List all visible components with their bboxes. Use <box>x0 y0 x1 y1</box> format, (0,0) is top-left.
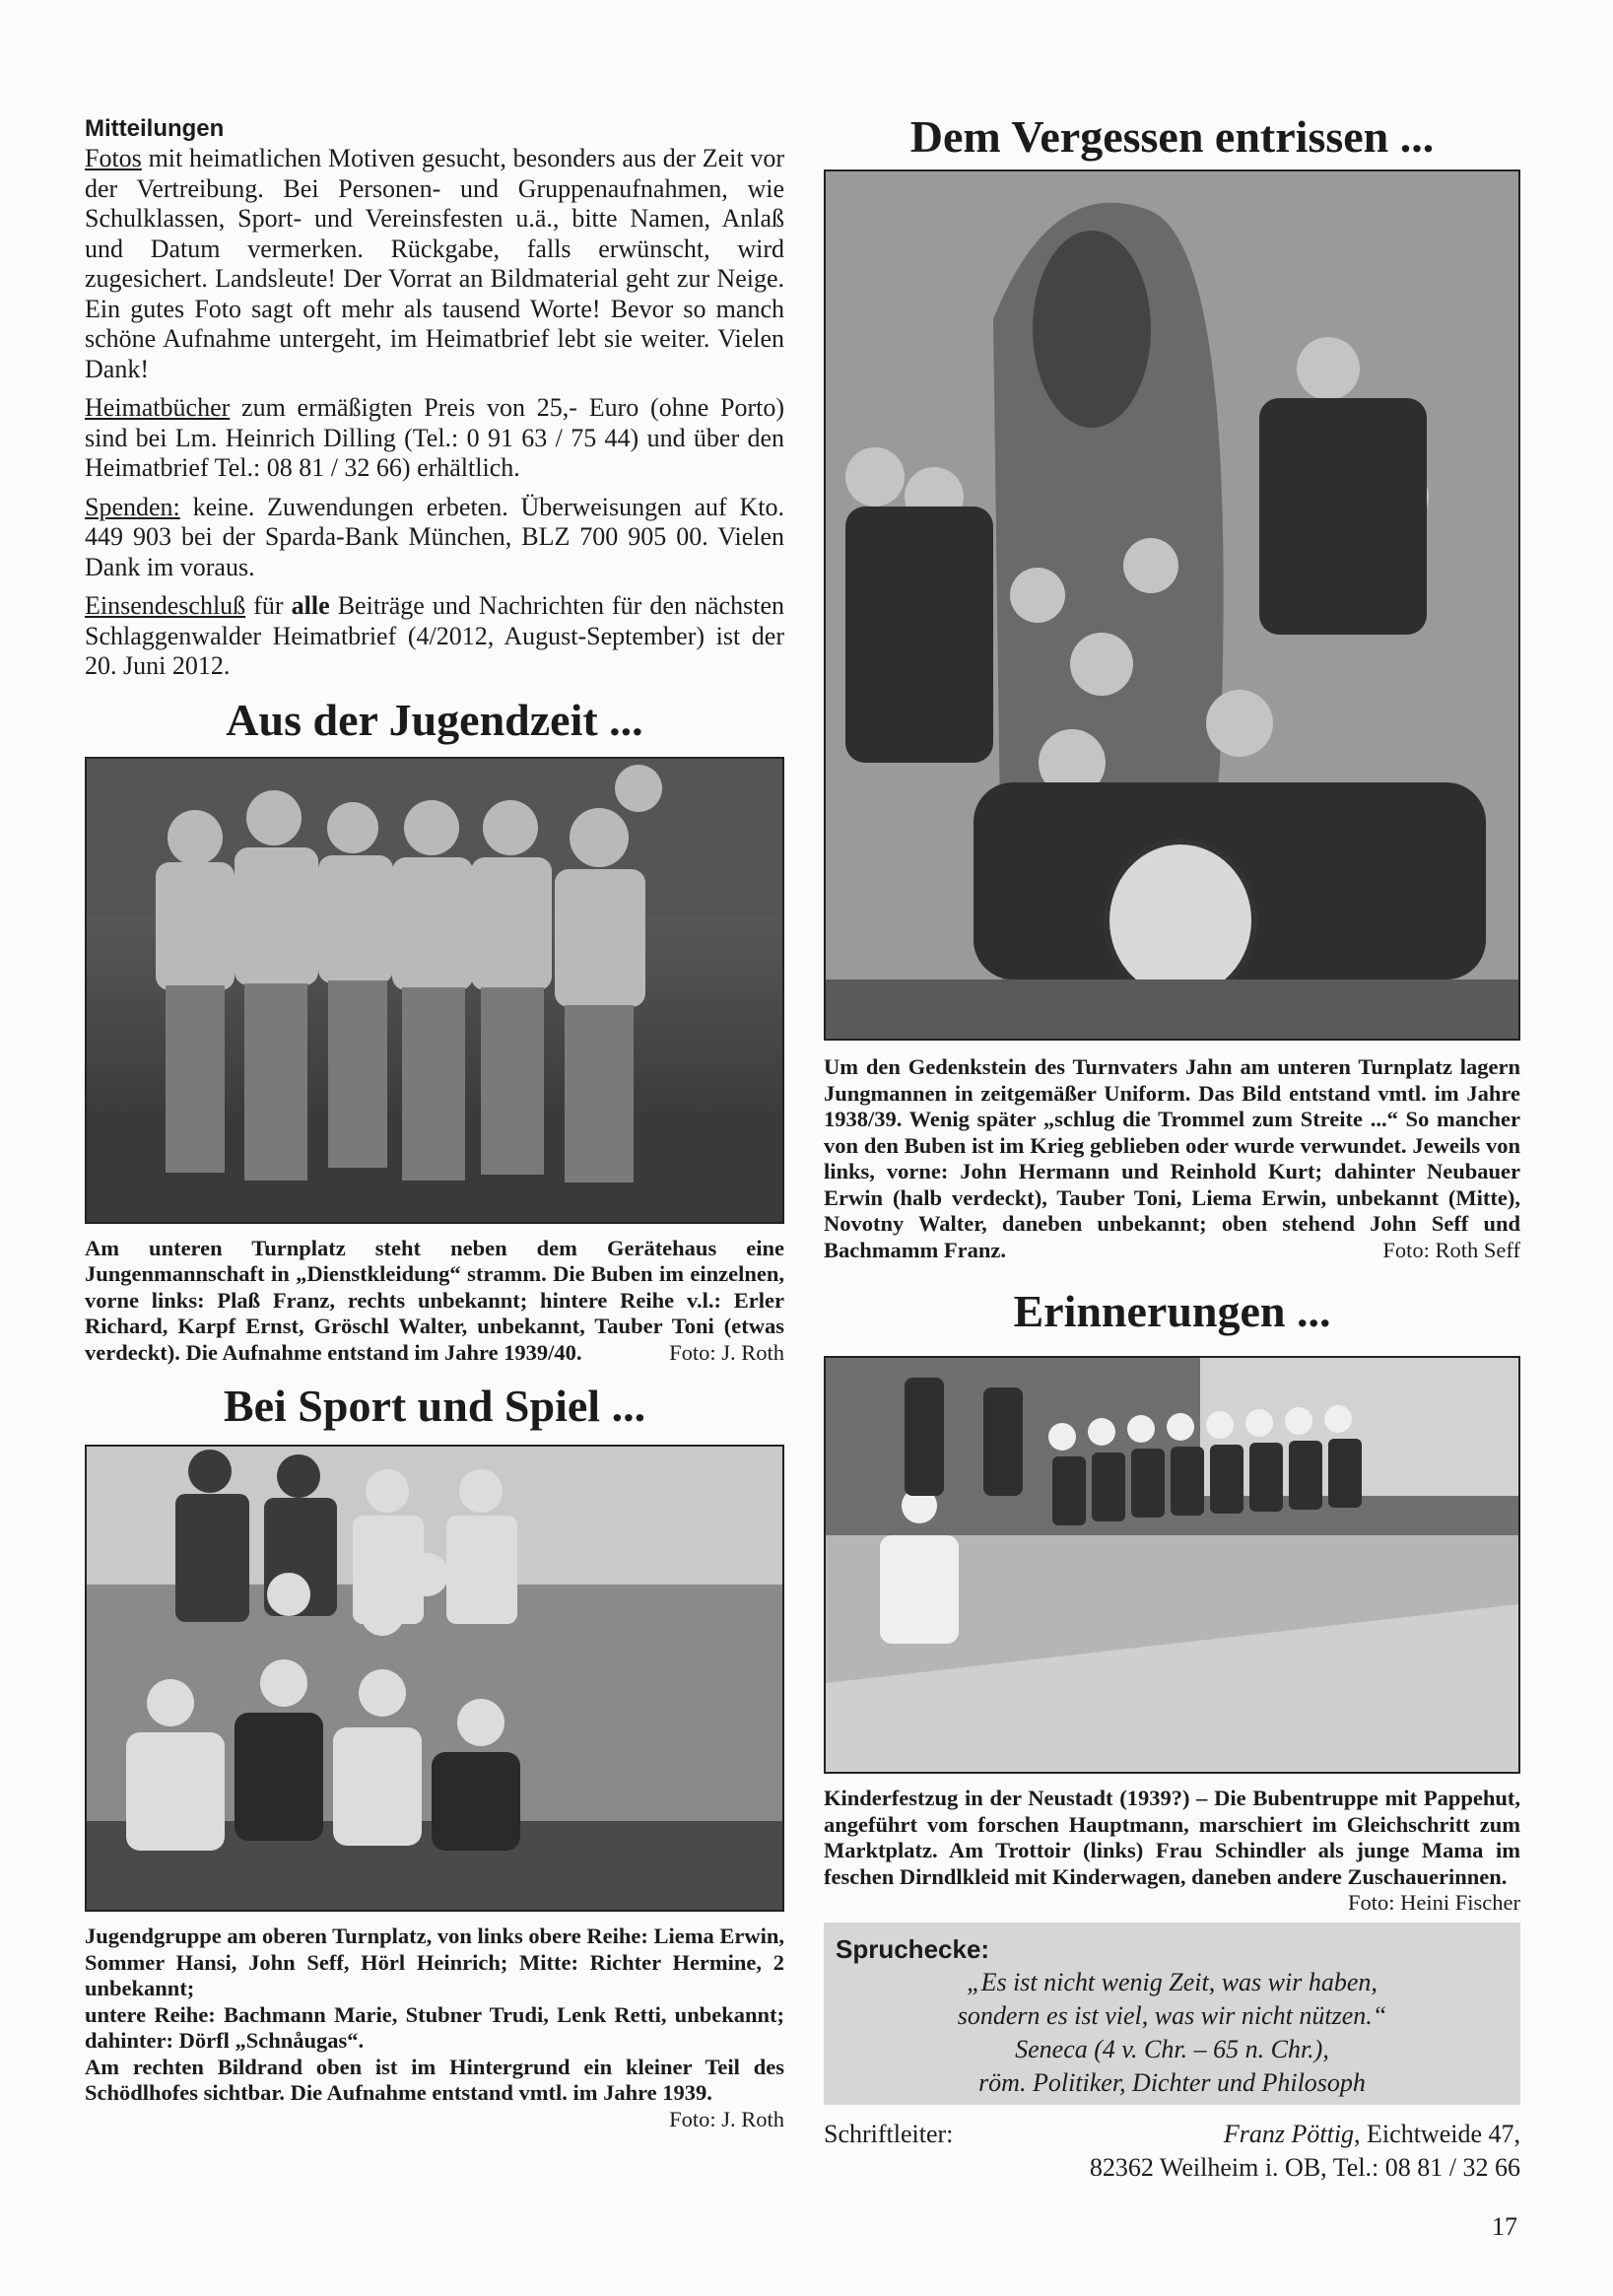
vergessen-caption-text: Um den Gedenkstein des Turnvaters Jahn am unteren Turnplatz lagern Jungmannen in zeitgemäßer Uniform. Das Bild entstand vmtl. im Jahre 1938/39. Wenig später „schlug die Trommel zum Streite ...“ So mancher von den Buben ist im Krieg geblieben oder wurde verwundet. Jeweils von links, vorne: John Hermann und Reinhold Kurt; dahinter Neubauer Erwin (halb verdeckt), Tauber Toni, Liema Erwin, unbekannt (Mitte), Novotny Walter, daneben unbekannt; oben stehend John Seff und Bachmamm Franz. <box>824 1054 1520 1262</box>
erinnerungen-credit: Foto: Heini Fischer <box>1348 1890 1520 1915</box>
editor-label: Schriftleiter: <box>824 2120 954 2148</box>
sport-caption-2: untere Reihe: Bachmann Marie, Stubner Trudi, Lenk Retti, unbekannt; dahinter: Dörfl „Schnåugas“. <box>85 2001 784 2053</box>
einsendeschluss-label: Einsendeschluß <box>85 591 246 620</box>
jugendzeit-credit: Foto: J. Roth <box>669 1339 784 1365</box>
sport-photo <box>85 1445 784 1912</box>
sport-caption-3-text: Am rechten Bildrand oben ist im Hintergrund ein kleiner Teil des Schödlhofes sichtbar. Die Aufnahme entstand vmtl. im Jahre 1939. <box>85 2054 784 2105</box>
editor-address-2: 82362 Weilheim i. OB, Tel.: 08 81 / 32 66 <box>1089 2153 1520 2182</box>
erinnerungen-heading: Erinnerungen ... <box>1013 1286 1331 1336</box>
jugendzeit-photo <box>85 757 784 1224</box>
sport-caption-3 <box>85 2054 784 2131</box>
einsendeschluss-text: Beiträge und Nachrichten für den nächsten Schlaggenwalder Heimatbrief (4/2012, August-September) ist der 20. Juni 2012. <box>85 591 784 680</box>
einsendeschluss-paragraph <box>85 591 784 682</box>
spenden-text: keine. Zuwendungen erbeten. Überweisungen auf Kto. 449 903 bei der Sparda-Bank München, BLZ 700 905 00. Vielen Dank im voraus. <box>85 492 784 581</box>
einsendeschluss-bold: alle <box>291 591 330 620</box>
page-number: 17 <box>1492 2212 1517 2241</box>
spruchecke-line-3: Seneca (4 v. Chr. – 65 n. Chr.), <box>1015 2035 1329 2063</box>
spenden-paragraph <box>85 493 784 583</box>
sport-caption-1: Jugendgruppe am oberen Turnplatz, von links obere Reihe: Liema Erwin, Sommer Hansi, John Seff, Hörl Heinrich; Mitte: Richter Hermine, 2 unbekannt; <box>85 1924 784 2000</box>
spruchecke-title: Spruchecke: <box>836 1934 990 1964</box>
sport-credit: Foto: J. Roth <box>669 2106 784 2131</box>
heimatbuecher-text: zum ermäßigten Preis von 25,- Euro (ohne Porto) sind bei Lm. Heinrich Dilling (Tel.: 0 91 63 / 75 44) und über den Heimatbrief Tel.: 08 81 / 32 66) erhältlich. <box>85 393 784 482</box>
erinnerungen-caption-text: Kinderfestzug in der Neustadt (1939?) – Die Bubentruppe mit Pappehut, angeführt vom forschen Hauptmann, marschiert im Gleichschritt zum Marktplatz. Am Trottoir (links) Frau Schindler als junge Mama im feschen Dirndlkleid mit Kinderwagen, daneben andere Zuschauerinnen. <box>824 1786 1520 1889</box>
erinnerungen-photo <box>824 1356 1520 1774</box>
erinnerungen-caption <box>824 1786 1520 1915</box>
spruchecke-line-2: sondern es ist viel, was wir nicht nützen.“ <box>957 2001 1387 2030</box>
vergessen-credit: Foto: Roth Seff <box>1382 1237 1520 1262</box>
mitteilungen-title: Mitteilungen <box>85 115 225 142</box>
editor-address-1: , Eichtweide 47, <box>1354 2120 1520 2148</box>
vergessen-caption <box>824 1054 1520 1263</box>
fotos-paragraph <box>85 144 784 384</box>
fotos-label: Fotos <box>85 144 142 172</box>
fotos-text: mit heimatlichen Motiven gesucht, besonders aus der Zeit vor der Vertreibung. Bei Personen- und Gruppenaufnahmen, wie Schulklassen, Sport- und Vereinsfesten u.ä., bitte Namen, Anlaß und Datum vermerken. Rückgabe, falls erwünscht, wird zugesichert. Landsleute! Der Vorrat an Bildmaterial geht zur Neige. Ein gutes Foto sagt oft mehr als tausend Worte! Bevor so manch schöne Aufnahme untergeht, im Heimatbrief lebt sie weiter. Vielen Dank! <box>85 144 784 383</box>
editor-name: Franz Pöttig <box>1223 2120 1355 2148</box>
spenden-label: Spenden: <box>85 492 180 521</box>
editor-footer <box>824 2118 1520 2185</box>
spruchecke-line-4: röm. Politiker, Dichter und Philosoph <box>978 2068 1366 2097</box>
jugendzeit-heading: Aus der Jugendzeit ... <box>226 694 643 745</box>
vergessen-heading: Dem Vergessen entrissen ... <box>909 111 1435 162</box>
spruchecke-line-1: „Es ist nicht wenig Zeit, was wir haben, <box>967 1968 1378 1996</box>
left-column <box>85 114 784 2132</box>
sport-heading: Bei Sport und Spiel ... <box>223 1381 646 1431</box>
heimatbuecher-paragraph <box>85 393 784 484</box>
jugendzeit-caption-text: Am unteren Turnplatz steht neben dem Gerätehaus eine Jungenmannschaft in „Dienstkleidung“ stramm. Die Buben im einzelnen, vorne links: Plaß Franz, rechts unbekannt; hintere Reihe v.l.: Erler Richard, Karpf Ernst, Gröschl Walter, unbekannt, Tauber Toni (etwas verdeckt). Die Aufnahme entstand im Jahre 1939/40. <box>85 1235 784 1365</box>
einsendeschluss-connector: für <box>245 591 292 620</box>
vergessen-photo <box>824 169 1520 1041</box>
right-column <box>824 111 1520 1917</box>
heimatbuecher-label: Heimatbücher <box>85 393 231 422</box>
spruchecke-box <box>824 1923 1520 2105</box>
jugendzeit-caption <box>85 1236 784 1367</box>
